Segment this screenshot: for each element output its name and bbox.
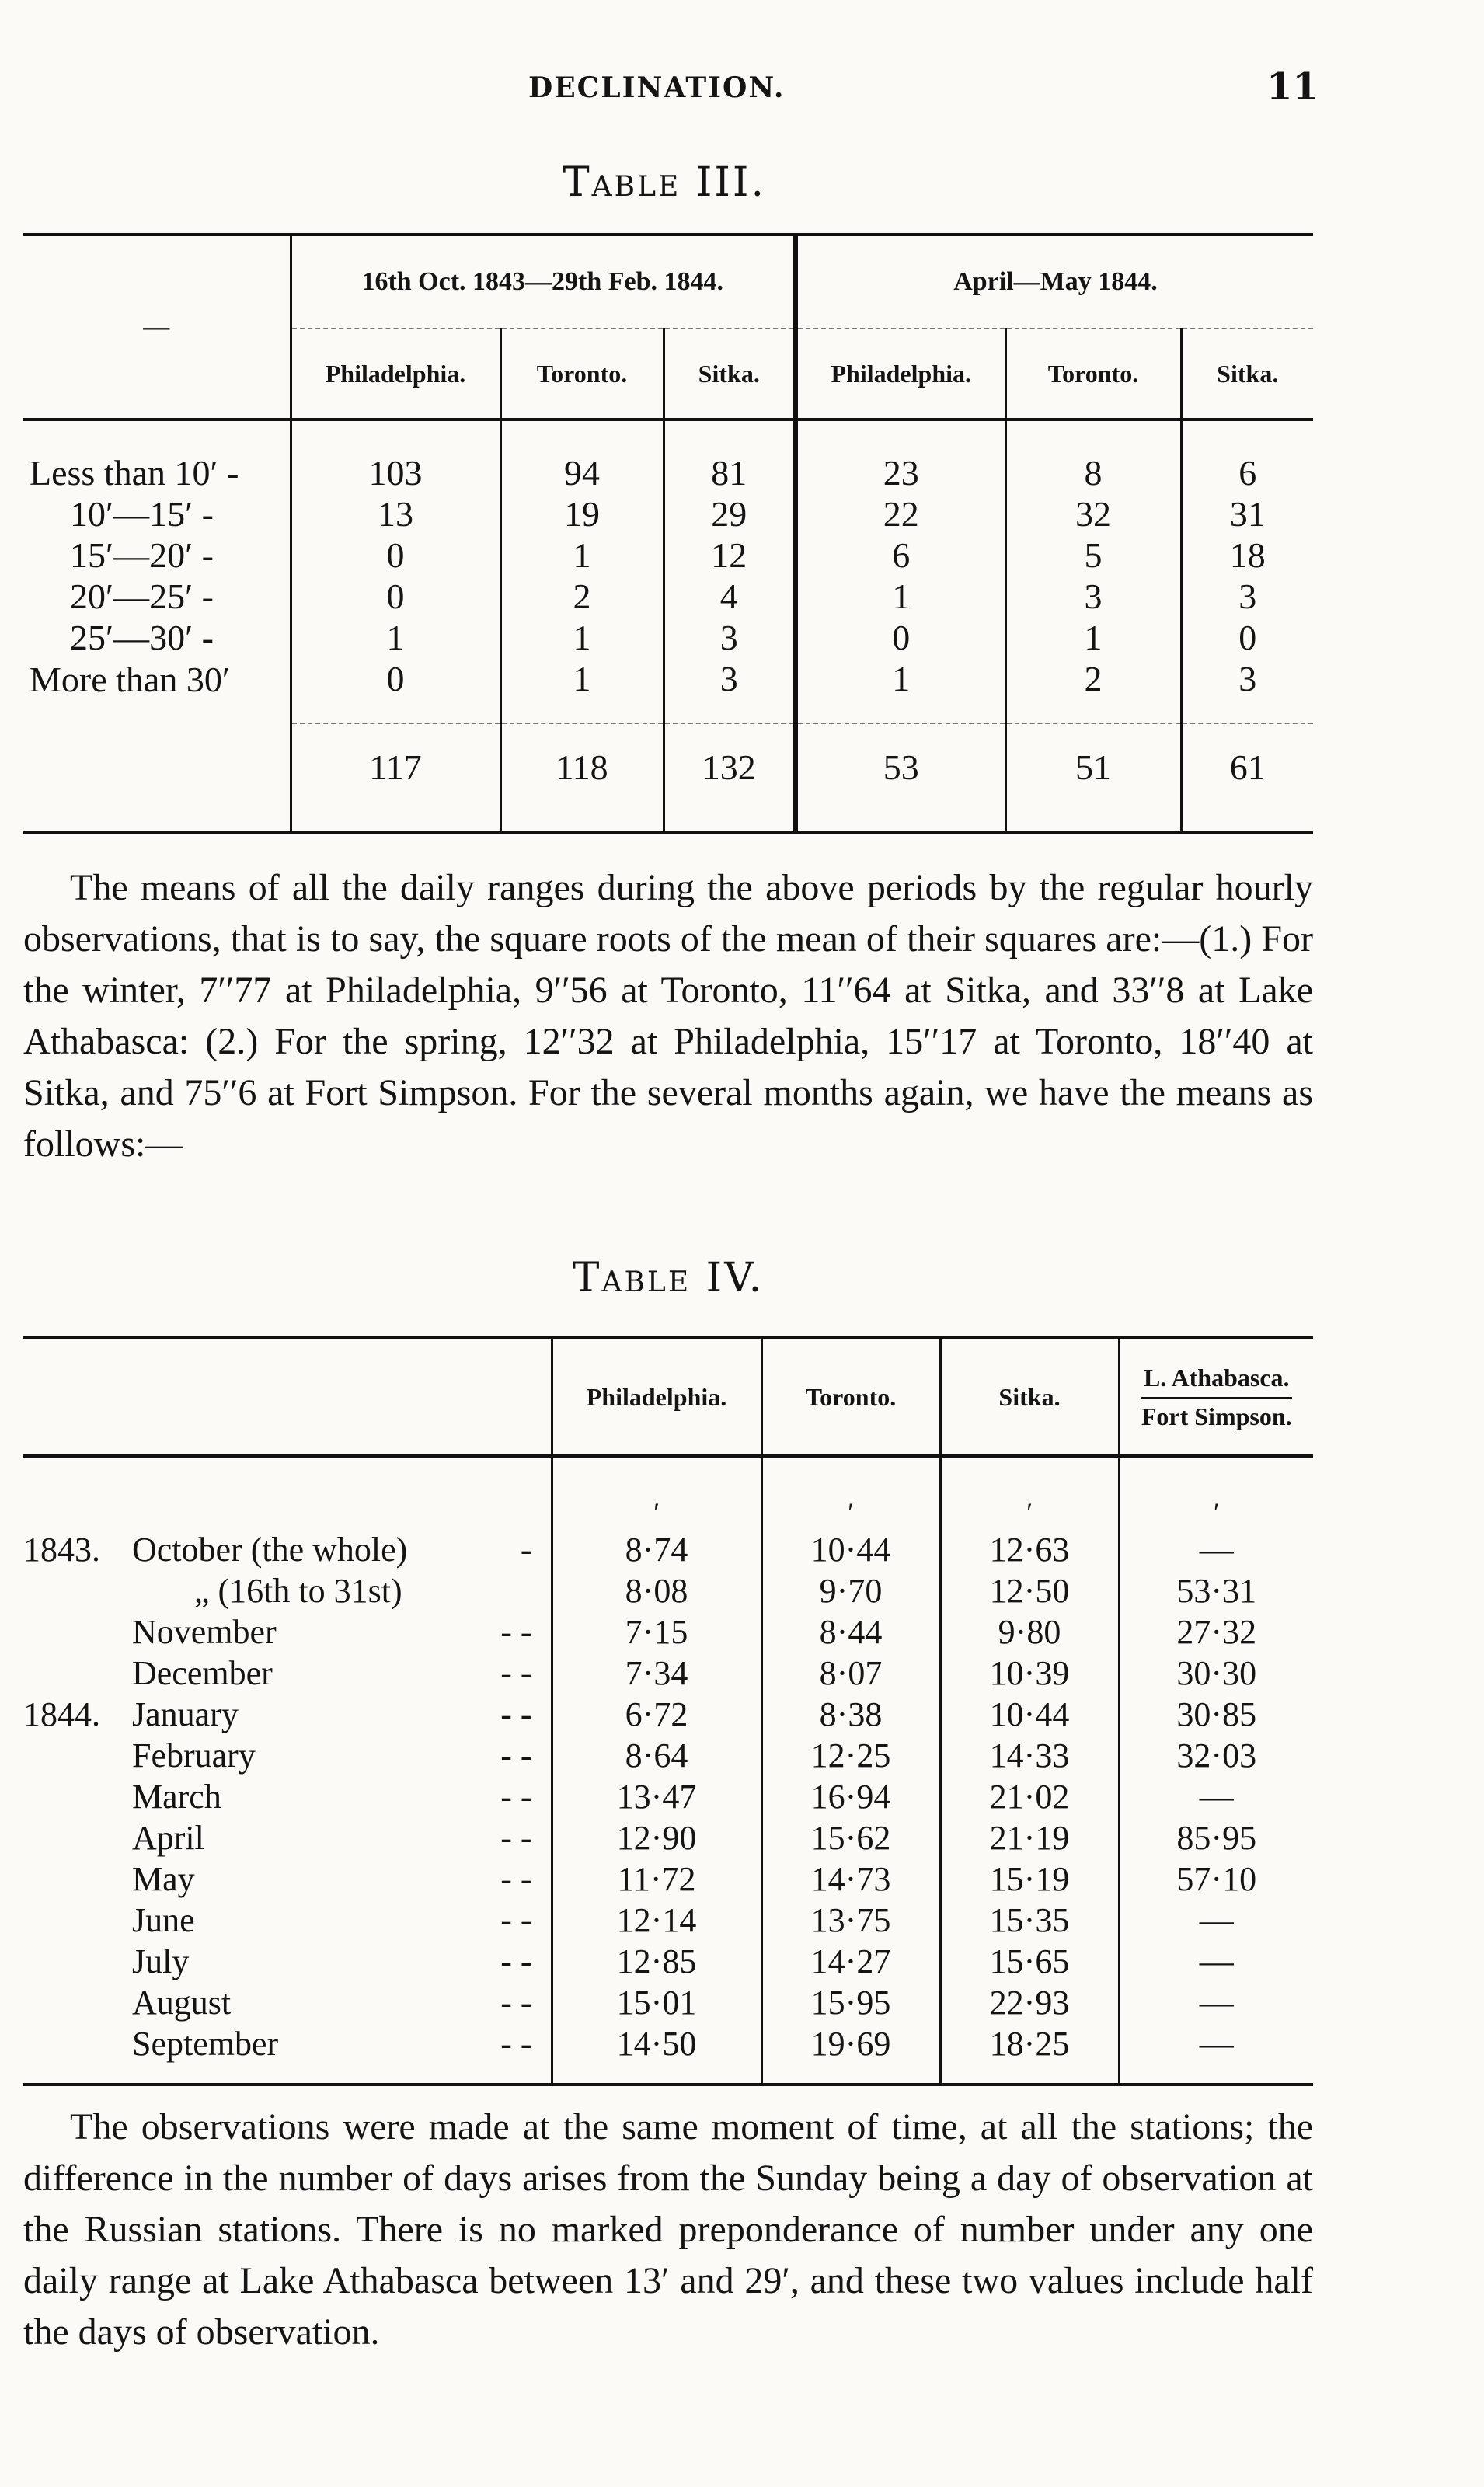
row-label: 25′—30′ -	[70, 618, 214, 657]
month-cell	[132, 1570, 552, 1611]
cell: 12·14	[552, 1900, 761, 1941]
cell: 3	[1181, 658, 1313, 723]
total-cell: 132	[664, 723, 796, 833]
table-4-title: Table IV.	[572, 1255, 765, 1301]
table-row	[23, 1858, 1313, 1900]
cell: 1	[796, 576, 1005, 617]
table-4-stub-header	[23, 1338, 552, 1456]
year-label	[23, 1611, 132, 1653]
table-4-col-header: Sitka.	[940, 1338, 1119, 1456]
leader-dash: - -	[500, 1613, 532, 1651]
year-label: 1843.	[23, 1531, 100, 1569]
table-row	[23, 1776, 1313, 1817]
table-row	[23, 1735, 1313, 1776]
cell: 10·44	[761, 1529, 940, 1570]
cell: 81	[664, 452, 796, 493]
cell: 12	[664, 535, 796, 576]
leader-dash: - -	[500, 1778, 532, 1816]
cell: 30·85	[1119, 1694, 1313, 1735]
row-label: 15′—20′ -	[70, 535, 214, 575]
cell: 18	[1181, 535, 1313, 576]
cell: 3	[664, 658, 796, 723]
row-label: Less than 10′ -	[30, 453, 239, 493]
year-label	[23, 1653, 132, 1694]
cell: 15·65	[940, 1941, 1119, 1982]
cell: 15·19	[940, 1858, 1119, 1900]
cell: 23	[796, 452, 1005, 493]
leader-dash: - -	[500, 1860, 532, 1898]
table-4-col-header: Toronto.	[761, 1338, 940, 1456]
paragraph-means: The means of all the daily ranges during the above periods by the regular hourly observations, that is to say, the square roots of the mean of their squares are:—(1.) For the winter, 7′′77 at Philadelphia, 9′′56 at Toronto, 11′′64 at Sitka, and 33′′8 at Lake Athabasca: (2.) For the spring, 12′′32 at Philadelphia, 15′′17 at Toronto, 18′′40 at Sitka, and 75′′6 at Fort Simpson. For the several months again, we have the means as follows:—	[23, 867, 1313, 1165]
table-3-col-header: Philadelphia.	[291, 329, 500, 420]
cell: 18·25	[940, 2023, 1119, 2085]
cell: 3	[1181, 576, 1313, 617]
total-cell: 118	[500, 723, 664, 833]
total-cell: 117	[291, 723, 500, 833]
leader-dash: - -	[500, 1901, 532, 1939]
leader-dash: - -	[500, 1654, 532, 1692]
table-row	[23, 452, 1313, 493]
cell: 8·38	[761, 1694, 940, 1735]
year-label	[23, 1900, 132, 1941]
month-cell	[132, 1941, 552, 1982]
row-label: 20′—25′ -	[70, 576, 214, 616]
cell: 8·74	[552, 1529, 761, 1570]
cell: —	[1119, 1529, 1313, 1570]
leader-dash: - -	[500, 1819, 532, 1857]
month-cell	[132, 1982, 552, 2023]
cell: 32	[1005, 493, 1181, 535]
cell: 7·15	[552, 1611, 761, 1653]
total-cell: 51	[1005, 723, 1181, 833]
cell: 14·50	[552, 2023, 761, 2085]
table-3-group-spring: April—May 1844.	[796, 235, 1313, 329]
cell: 19	[500, 493, 664, 535]
table-row	[23, 617, 1313, 658]
year-label: 1844.	[23, 1695, 100, 1733]
cell: 10·39	[940, 1653, 1119, 1694]
cell: 8·44	[761, 1611, 940, 1653]
month-cell	[132, 1611, 552, 1653]
cell: 32·03	[1119, 1735, 1313, 1776]
cell: 1	[500, 658, 664, 723]
table-3	[23, 233, 1313, 834]
month-label: March	[132, 1778, 221, 1816]
leader-dash: - -	[500, 1984, 532, 2022]
month-cell	[132, 1694, 552, 1735]
month-label: January	[132, 1695, 239, 1733]
cell: 4	[664, 576, 796, 617]
cell: 13	[291, 493, 500, 535]
leader-dash: - -	[500, 2025, 532, 2063]
cell: 14·73	[761, 1858, 940, 1900]
cell: 12·50	[940, 1570, 1119, 1611]
table-row	[23, 1653, 1313, 1694]
cell: 21·02	[940, 1776, 1119, 1817]
cell: 1	[500, 535, 664, 576]
table-4-col-header-athabasca	[1119, 1338, 1313, 1456]
header-athabasca: L. Athabasca.	[1143, 1363, 1290, 1392]
cell: —	[1119, 1982, 1313, 2023]
leader-dash: - -	[500, 1942, 532, 1980]
cell: 6·72	[552, 1694, 761, 1735]
row-label: More than 30′	[30, 659, 230, 699]
month-label: April	[132, 1819, 204, 1857]
year-label	[23, 1858, 132, 1900]
year-label	[23, 1570, 132, 1611]
year-label	[23, 1982, 132, 2023]
cell: 1	[291, 617, 500, 658]
year-label	[23, 2023, 132, 2085]
unit-mark: ′	[552, 1456, 761, 1529]
unit-mark: ′	[1119, 1456, 1313, 1529]
cell: 2	[500, 576, 664, 617]
month-cell	[132, 1735, 552, 1776]
cell: 11·72	[552, 1858, 761, 1900]
month-cell	[132, 1900, 552, 1941]
cell: 5	[1005, 535, 1181, 576]
cell: 3	[664, 617, 796, 658]
table-row	[23, 1817, 1313, 1858]
month-label: „ (16th to 31st)	[194, 1572, 402, 1610]
cell: —	[1119, 1941, 1313, 1982]
table-3-title: Table III.	[562, 159, 766, 206]
unit-mark: ′	[940, 1456, 1119, 1529]
cell: 12·25	[761, 1735, 940, 1776]
cell: 103	[291, 452, 500, 493]
cell: 14·33	[940, 1735, 1119, 1776]
cell: 0	[291, 576, 500, 617]
month-label: June	[132, 1901, 195, 1939]
total-cell: 53	[796, 723, 1005, 833]
cell: 3	[1005, 576, 1181, 617]
cell: 12·90	[552, 1817, 761, 1858]
year-label	[23, 1941, 132, 1982]
month-cell	[132, 1776, 552, 1817]
month-label: December	[132, 1654, 273, 1692]
month-label: November	[132, 1613, 277, 1651]
cell: 1	[500, 617, 664, 658]
table-row	[23, 1941, 1313, 1982]
cell: 6	[796, 535, 1005, 576]
table-3-col-header: Sitka.	[664, 329, 796, 420]
cell: —	[1119, 2023, 1313, 2085]
month-cell	[132, 1858, 552, 1900]
cell: 8	[1005, 452, 1181, 493]
month-cell	[132, 1529, 552, 1570]
cell: —	[1119, 1776, 1313, 1817]
cell: 14·27	[761, 1941, 940, 1982]
table-row	[23, 1570, 1313, 1611]
table-4	[23, 1336, 1313, 2086]
cell: 31	[1181, 493, 1313, 535]
month-label: September	[132, 2025, 279, 2063]
month-cell	[132, 1817, 552, 1858]
page-number: 11	[1266, 65, 1319, 109]
cell: 57·10	[1119, 1858, 1313, 1900]
cell: 0	[1181, 617, 1313, 658]
year-label	[23, 1735, 132, 1776]
cell: 10·44	[940, 1694, 1119, 1735]
table-row	[23, 1611, 1313, 1653]
cell: 6	[1181, 452, 1313, 493]
cell: 0	[796, 617, 1005, 658]
cell: 9·70	[761, 1570, 940, 1611]
year-label	[23, 1776, 132, 1817]
running-title: DECLINATION.	[528, 71, 786, 104]
month-label: August	[132, 1984, 232, 2022]
unit-mark: ′	[761, 1456, 940, 1529]
cell: 22·93	[940, 1982, 1119, 2023]
cell: 1	[1005, 617, 1181, 658]
leader-dash: - -	[500, 1736, 532, 1775]
cell: 15·01	[552, 1982, 761, 2023]
cell: 7·34	[552, 1653, 761, 1694]
row-label: 10′—15′ -	[70, 494, 214, 534]
month-label: May	[132, 1860, 195, 1898]
table-row	[23, 1694, 1313, 1735]
table-row	[23, 535, 1313, 576]
table-row	[23, 1982, 1313, 2023]
cell: 0	[291, 535, 500, 576]
header-fort-simpson: Fort Simpson.	[1141, 1397, 1292, 1431]
month-label: February	[132, 1736, 256, 1775]
cell: 94	[500, 452, 664, 493]
cell: 8·07	[761, 1653, 940, 1694]
leader-dash: -	[520, 1531, 532, 1569]
table-row	[23, 1529, 1313, 1570]
cell: 0	[291, 658, 500, 723]
table-3-group-winter: 16th Oct. 1843—29th Feb. 1844.	[291, 235, 796, 329]
month-cell	[132, 1653, 552, 1694]
paragraph-observations: The observations were made at the same moment of time, at all the stations; the difference in the number of days arises from the Sunday being a day of observation at the Russian stations. There is no marked preponderance of number under any one daily range at Lake Athabasca between 13′ and 29′, and these two values include half the days of observation.	[23, 2106, 1313, 2353]
running-head	[0, 65, 1484, 118]
table-row	[23, 658, 1313, 723]
table-4-col-header: Philadelphia.	[552, 1338, 761, 1456]
cell: 16·94	[761, 1776, 940, 1817]
cell: 1	[796, 658, 1005, 723]
cell: 13·47	[552, 1776, 761, 1817]
cell: 27·32	[1119, 1611, 1313, 1653]
table-3-col-header: Toronto.	[500, 329, 664, 420]
cell: 2	[1005, 658, 1181, 723]
table-3-col-header: Sitka.	[1181, 329, 1313, 420]
cell: 12·85	[552, 1941, 761, 1982]
table-total-row	[23, 723, 1313, 833]
cell: 15·62	[761, 1817, 940, 1858]
cell: 19·69	[761, 2023, 940, 2085]
month-label: July	[132, 1942, 190, 1980]
cell: 53·31	[1119, 1570, 1313, 1611]
cell: 15·95	[761, 1982, 940, 2023]
cell: 30·30	[1119, 1653, 1313, 1694]
total-cell: 61	[1181, 723, 1313, 833]
table-row	[23, 1900, 1313, 1941]
month-label: October (the whole)	[132, 1531, 408, 1569]
cell: 29	[664, 493, 796, 535]
table-3-col-header: Philadelphia.	[796, 329, 1005, 420]
table-row	[23, 493, 1313, 535]
table-row	[23, 576, 1313, 617]
cell: 12·63	[940, 1529, 1119, 1570]
cell: 21·19	[940, 1817, 1119, 1858]
cell: 8·08	[552, 1570, 761, 1611]
cell: 8·64	[552, 1735, 761, 1776]
table-3-col-header: Toronto.	[1005, 329, 1181, 420]
cell: 15·35	[940, 1900, 1119, 1941]
table-row	[23, 2023, 1313, 2085]
year-label	[23, 1817, 132, 1858]
cell: 22	[796, 493, 1005, 535]
cell: —	[1119, 1900, 1313, 1941]
leader-dash: - -	[500, 1695, 532, 1733]
month-cell	[132, 2023, 552, 2085]
cell: 9·80	[940, 1611, 1119, 1653]
table-3-stub-header: —	[23, 235, 291, 420]
cell: 85·95	[1119, 1817, 1313, 1858]
cell: 13·75	[761, 1900, 940, 1941]
